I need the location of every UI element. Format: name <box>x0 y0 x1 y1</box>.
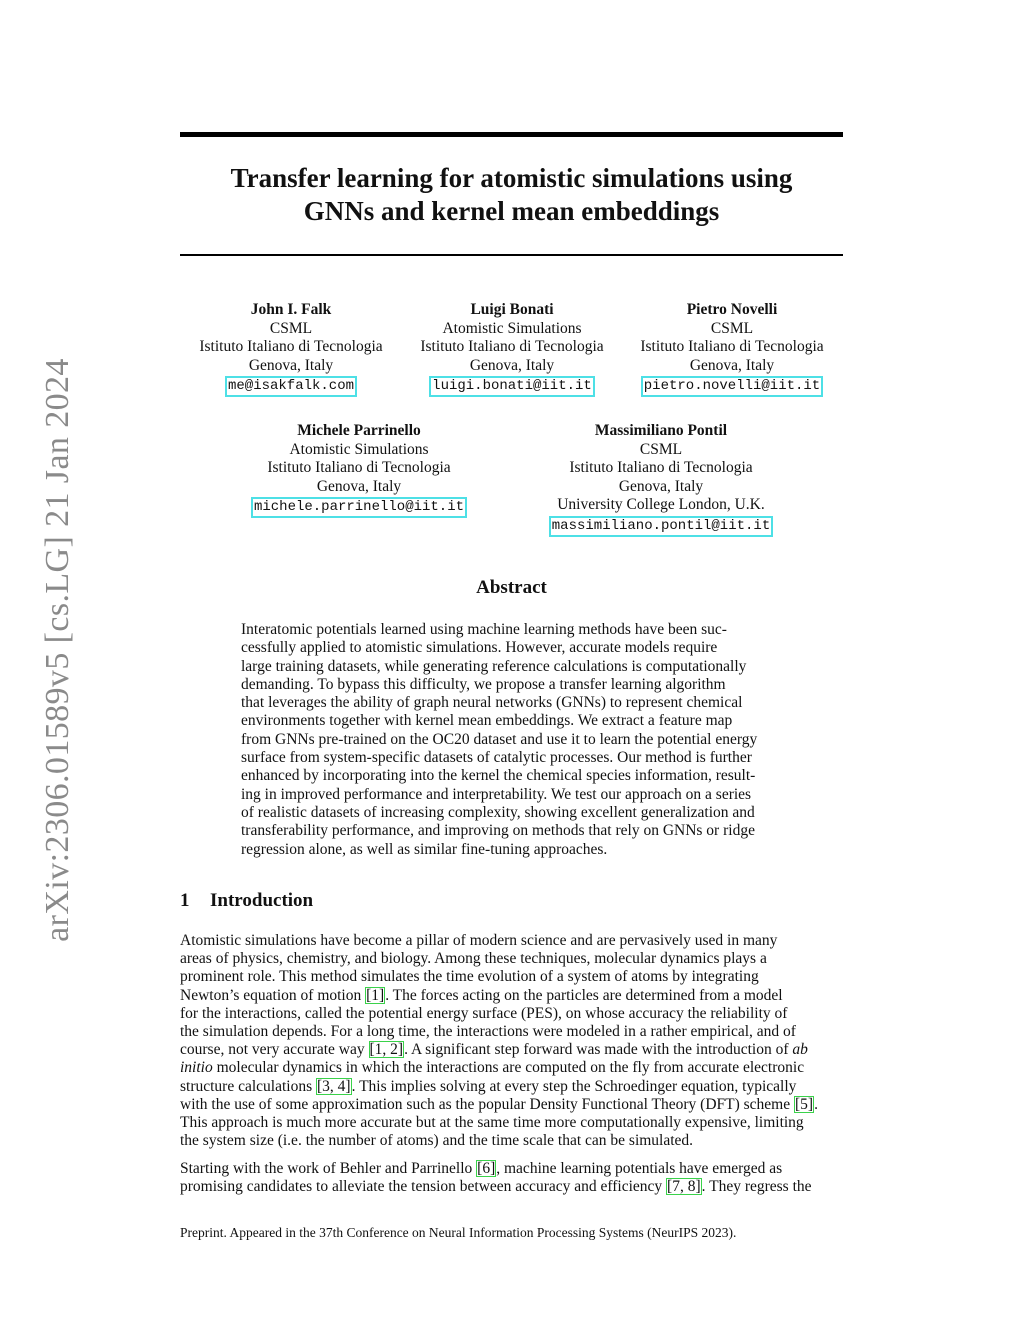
text-line: course, not very accurate way [1, 2]. A significant step forward was made with the introduction of ab <box>180 1041 808 1059</box>
intro-paragraph-2 <box>180 1160 843 1196</box>
title-line-1: Transfer learning for atomistic simulations using <box>230 163 793 193</box>
text-line: areas of physics, chemistry, and biology. Among these techniques, molecular dynamics plays a <box>180 950 767 968</box>
section-title: Introduction <box>210 890 314 911</box>
author-block-pontil <box>534 422 788 537</box>
author-affiliation: Atomistic Simulations <box>442 319 582 337</box>
text-line: structure calculations [3, 4]. This implies solving at every step the Schroedinger equation, typically <box>180 1077 797 1095</box>
abstract-line: surface from system-specific datasets of catalytic processes. Our method is further <box>241 749 752 767</box>
text-line: This approach is much more accurate but at the same time more computationally expensive, limiting <box>180 1114 804 1132</box>
text-line: for the interactions, called the potential energy surface (PES), on whose accuracy the reliability of <box>180 1004 788 1022</box>
author-affiliation: Istituto Italiano di Tecnologia <box>267 459 451 476</box>
abstract-line: regression alone, as well as similar fine-tuning approaches. <box>241 840 608 858</box>
author-block-falk <box>180 301 402 397</box>
section-heading-introduction <box>180 890 313 912</box>
citation-link[interactable]: [5] <box>795 1095 814 1113</box>
author-affiliation: CSML <box>639 440 683 458</box>
author-name: Pietro Novelli <box>686 301 778 318</box>
author-name: Massimiliano Pontil <box>594 422 728 439</box>
author-affiliation: Istituto Italiano di Tecnologia <box>420 338 604 355</box>
abstract-text <box>241 621 786 859</box>
author-email-link[interactable]: luigi.bonati@iit.it <box>429 376 595 397</box>
text-line: Atomistic simulations have become a pillar of modern science and are pervasively used in many <box>180 932 778 949</box>
section-number: 1 <box>180 890 190 911</box>
author-affiliation: Genova, Italy <box>469 356 555 374</box>
author-affiliation: University College London, U.K. <box>557 496 765 513</box>
arxiv-stamp <box>28 360 88 940</box>
author-block-bonati <box>402 301 622 397</box>
intro-paragraph-1 <box>180 932 843 1150</box>
abstract-line: ing in improved performance and interpretability. We test our approach on a series <box>241 785 752 803</box>
title-top-rule <box>180 132 843 137</box>
author-affiliation: CSML <box>710 319 754 337</box>
arxiv-identifier: arXiv:2306.01589v5 [cs.LG] 21 Jan 2024 <box>39 358 76 942</box>
abstract-line: from GNNs pre-trained on the OC20 dataset and use it to learn the potential energy <box>241 730 758 748</box>
abstract-line: environments together with kernel mean embeddings. We extract a feature map <box>241 712 733 730</box>
text-line: promising candidates to alleviate the tension between accuracy and efficiency [7, 8]. They regress the <box>180 1178 812 1196</box>
abstract-line: enhanced by incorporating into the kernel the chemical species information, result- <box>241 767 756 785</box>
author-affiliation: CSML <box>269 319 313 337</box>
author-affiliation: Genova, Italy <box>689 356 775 374</box>
citation-link[interactable]: [1] <box>366 986 385 1004</box>
author-affiliation: Genova, Italy <box>248 356 334 374</box>
citation-link[interactable]: [1, 2] <box>369 1041 404 1059</box>
abstract-line: that leverages the ability of graph neural networks (GNNs) to represent chemical <box>241 694 743 712</box>
citation-link[interactable]: [7, 8] <box>667 1178 701 1196</box>
author-email-link[interactable]: me@isakfalk.com <box>225 376 357 397</box>
text-line: the simulation depends. For a long time, the interactions were modeled in a rather empirical, and of <box>180 1023 796 1041</box>
author-email-link[interactable]: michele.parrinello@iit.it <box>251 497 467 518</box>
abstract-line: Interatomic potentials learned using machine learning methods have been suc- <box>241 621 727 638</box>
text-line: with the use of some approximation such as the popular Density Functional Theory (DFT) scheme [5]. <box>180 1095 818 1113</box>
author-name: John I. Falk <box>250 301 332 318</box>
abstract-line: large training datasets, while generating reference calculations is computationally <box>241 657 747 675</box>
author-affiliation: Genova, Italy <box>316 477 402 495</box>
footnote-preprint: Preprint. Appeared in the 37th Conference on Neural Information Processing Systems (NeurIPS 2023). <box>180 1225 737 1240</box>
title-line-2: GNNs and kernel mean embeddings <box>303 196 720 226</box>
citation-link[interactable]: [3, 4] <box>317 1077 351 1095</box>
author-affiliation: Istituto Italiano di Tecnologia <box>199 338 383 355</box>
title-bottom-rule <box>180 254 843 256</box>
abstract-line: transferability performance, and improving on methods that rely on GNNs or ridge <box>241 822 755 840</box>
abstract-heading: Abstract <box>476 577 547 598</box>
author-affiliation: Genova, Italy <box>618 477 704 495</box>
author-name: Luigi Bonati <box>470 301 554 318</box>
author-affiliation: Istituto Italiano di Tecnologia <box>569 459 753 476</box>
author-block-novelli <box>622 301 842 397</box>
author-email-link[interactable]: massimiliano.pontil@iit.it <box>549 516 773 537</box>
citation-link[interactable]: [6] <box>477 1160 496 1177</box>
abstract-line: of realistic datasets of increasing complexity, showing excellent generalization and <box>241 803 755 821</box>
text-line: Newton’s equation of motion [1]. The forces acting on the particles are determined from a model <box>180 986 783 1004</box>
abstract-line: demanding. To bypass this difficulty, we propose a transfer learning algorithm <box>241 675 726 693</box>
author-affiliation: Atomistic Simulations <box>289 440 429 458</box>
text-line: Starting with the work of Behler and Parrinello [6], machine learning potentials have emerged as <box>180 1160 783 1177</box>
paper-title <box>180 162 843 228</box>
author-name: Michele Parrinello <box>297 422 421 439</box>
text-line: initio molecular dynamics in which the interactions are computed on the fly from accurate electronic <box>180 1059 805 1077</box>
text-line: the system size (i.e. the number of atoms) and the time scale that can be simulated. <box>180 1132 694 1150</box>
author-block-parrinello <box>234 422 484 518</box>
author-affiliation: Istituto Italiano di Tecnologia <box>640 338 824 355</box>
abstract-line: cessfully applied to atomistic simulations. However, accurate models require <box>241 639 718 657</box>
author-email-link[interactable]: pietro.novelli@iit.it <box>641 376 823 397</box>
text-line: prominent role. This method simulates the time evolution of a system of atoms by integrating <box>180 968 759 986</box>
